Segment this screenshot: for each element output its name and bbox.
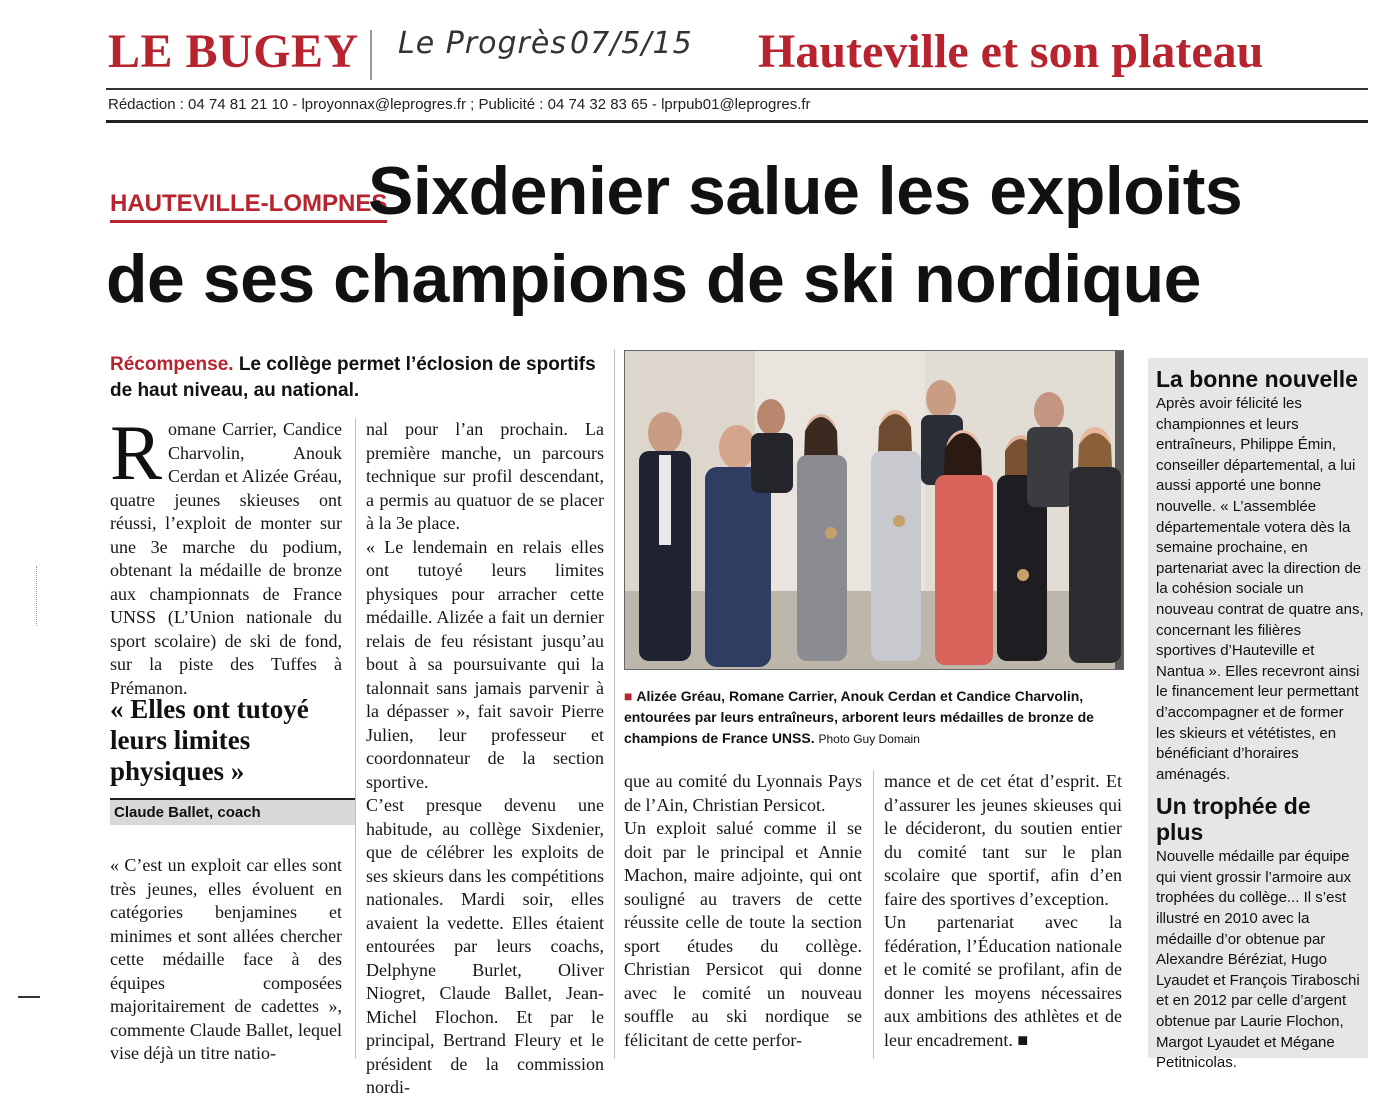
photo-caption — [624, 686, 1124, 750]
column-1-text: omane Carrier, Candice Charvolin, Anouk Cerdan et Alizée Gréau, quatre jeunes skieuses ont réussi, l’exploit de monter sur une 3e marche du podium, obtenant la médaille de bronze aux championnats de France UNSS (L’Union nationale du sport scolaire) de ski de fond, sur la piste des Tuffes à Prémanon. — [110, 419, 342, 698]
pull-quote: « Elles ont tutoyé leurs limites physiques » — [110, 694, 309, 786]
header-divider — [370, 30, 372, 80]
scan-edge-dash — [18, 996, 40, 998]
headline-line-2: de ses champions de ski nordique — [106, 241, 1201, 317]
section-title-hauteville: Hauteville et son plateau — [758, 25, 1264, 78]
scan-edge-mark — [36, 566, 47, 626]
column-4-paragraph-1: mance et de cet état d’esprit. Et d’assurer les jeunes skieuses qui le décideront, du soutien entier du comité tant sur le plan scolaire que sportif, afin d’en faire des sportives d’exception. — [884, 771, 1122, 909]
column-1b-text: « C’est un exploit car elles sont très jeunes, elles évoluent en catégories benjamines et minimes et sont allées chercher cette médaille face à des équipes composées majoritairement de cadettes », commente Claude Ballet, lequel vise déjà un titre natio- — [110, 855, 342, 1063]
column-rule-1 — [355, 418, 356, 1058]
article-column-1-continued — [110, 854, 342, 1066]
photo-credit: Photo Guy Domain — [818, 732, 920, 746]
sidebar-text-trophee: Nouvelle médaille par équipe qui vient grossir l’armoire aux trophées du collège... Il s’est illustré en 2010 avec la médaille d’or obtenue par Alexandre Béréziat, Hugo Lyaudet et François Tiraboschi et en 2012 par celle d’argent obtenue par Laurie Flochon, Margot Lyaudet et Mégane Petitnicolas. — [1156, 848, 1360, 1072]
sidebar-title-bonne-nouvelle: La bonne nouvelle — [1156, 366, 1358, 392]
header-rule — [106, 88, 1368, 90]
sidebar-title-trophee: Un trophée de plus — [1156, 793, 1311, 846]
caption-text: Alizée Gréau, Romane Carrier, Anouk Cerdan et Candice Charvolin, entourées par leurs entraîneurs, arborent leurs médailles de bronze de champions de France UNSS. — [624, 688, 1094, 746]
sidebar-content — [1156, 366, 1364, 1074]
column-2-paragraph-2: « Le lendemain en relais elles ont tutoyé leurs limites physiques pour arracher cette médaille. Alizée a fait un dernier relais de feu résistant jusqu’au bout à sa poursuivante qui la talonnait sans jamais parvenir à la dépasser », fait savoir Pierre Julien, leur professeur et coordonnateur de la section sportive. — [366, 536, 604, 792]
column-2-paragraph-3: C’est presque devenu une habitude, au collège Sixdenier, que de célébrer les exploits de ses skieurs dans les compétitions nationales. Mardi soir, elles avaient la vedette. Elles étaient entourées par leurs coachs, Delphyne Burlet, Oliver Niogret, Claude Ballet, Jean-Michel Flochon. Et par le principal, Bertrand Fleury et le président de la commission nordi- — [366, 795, 604, 1097]
sidebar-text-bonne-nouvelle: Après avoir félicité les championnes et leurs entraîneurs, Philippe Émin, conseiller départemental, a lui aussi apporté une bonne nouvelle. « L’assemblée départementale votera dès la semaine prochaine, en partenariat avec la direction de la cohésion sociale un nouveau contrat de quatre ans, concernant les filières sportives d’Hauteville et Nantua ». Elles recevront ainsi le financement leur permettant d’accompagner et de former les skieurs et vététistes, en bénéficiant d’horaires aménagés. — [1156, 395, 1364, 783]
column-rule-3 — [873, 770, 874, 1058]
column-rule-2 — [614, 350, 615, 1058]
column-2-paragraph-1: nal pour l’an prochain. La première manche, un parcours technique sur profil descendant, a permis au quatuor de se placer à la 3e place. — [366, 419, 604, 533]
section-title-le-bugey: LE BUGEY — [108, 25, 359, 78]
article-column-4 — [884, 770, 1122, 1052]
standfirst-label: Récompense. — [110, 354, 234, 375]
handwritten-date-note: 07/5/15 — [570, 26, 693, 61]
column-4-paragraph-2: Un partenariat avec la fédération, l’Éducation nationale et le comité se profilant, afin de donner les moyens nécessaires aux ambitions des athlètes et de leur encadrement. ■ — [884, 912, 1122, 1050]
pull-quote-author: Claude Ballet, coach — [110, 798, 356, 825]
contact-line: Rédaction : 04 74 81 21 10 - lproyonnax@leprogres.fr ; Publicité : 04 74 32 83 65 - lprpub01@leprogres.fr — [108, 96, 811, 113]
caption-bullet: ■ — [624, 688, 633, 704]
article-column-3 — [624, 770, 862, 1052]
standfirst-text: Le collège permet l’éclosion de sportifs de haut niveau, au national. — [110, 354, 596, 401]
article-column-1 — [110, 409, 342, 700]
article-column-2 — [366, 418, 604, 1100]
team-photo — [624, 350, 1124, 670]
handwritten-source-note: Le Progrès — [398, 26, 567, 61]
team-photo-illustration — [625, 351, 1123, 669]
article-kicker: HAUTEVILLE-LOMPNES — [110, 190, 387, 223]
headline-line-1: Sixdenier salue les exploits — [368, 153, 1243, 229]
column-3-paragraph-2: Un exploit salué comme il se doit par le principal et Annie Machon, maire adjointe, qui ont souligné au travers de cette réussite celle de toute la section sport études du collège. Christian Persicot qui donne avec le comité un nouveau souffle au ski nordique se félicitant de cette perfor- — [624, 818, 862, 1050]
drop-cap: R — [110, 409, 163, 496]
contact-rule — [106, 120, 1368, 123]
column-3-paragraph-1: que au comité du Lyonnais Pays de l’Ain, Christian Persicot. — [624, 771, 862, 815]
article-standfirst — [110, 352, 610, 404]
